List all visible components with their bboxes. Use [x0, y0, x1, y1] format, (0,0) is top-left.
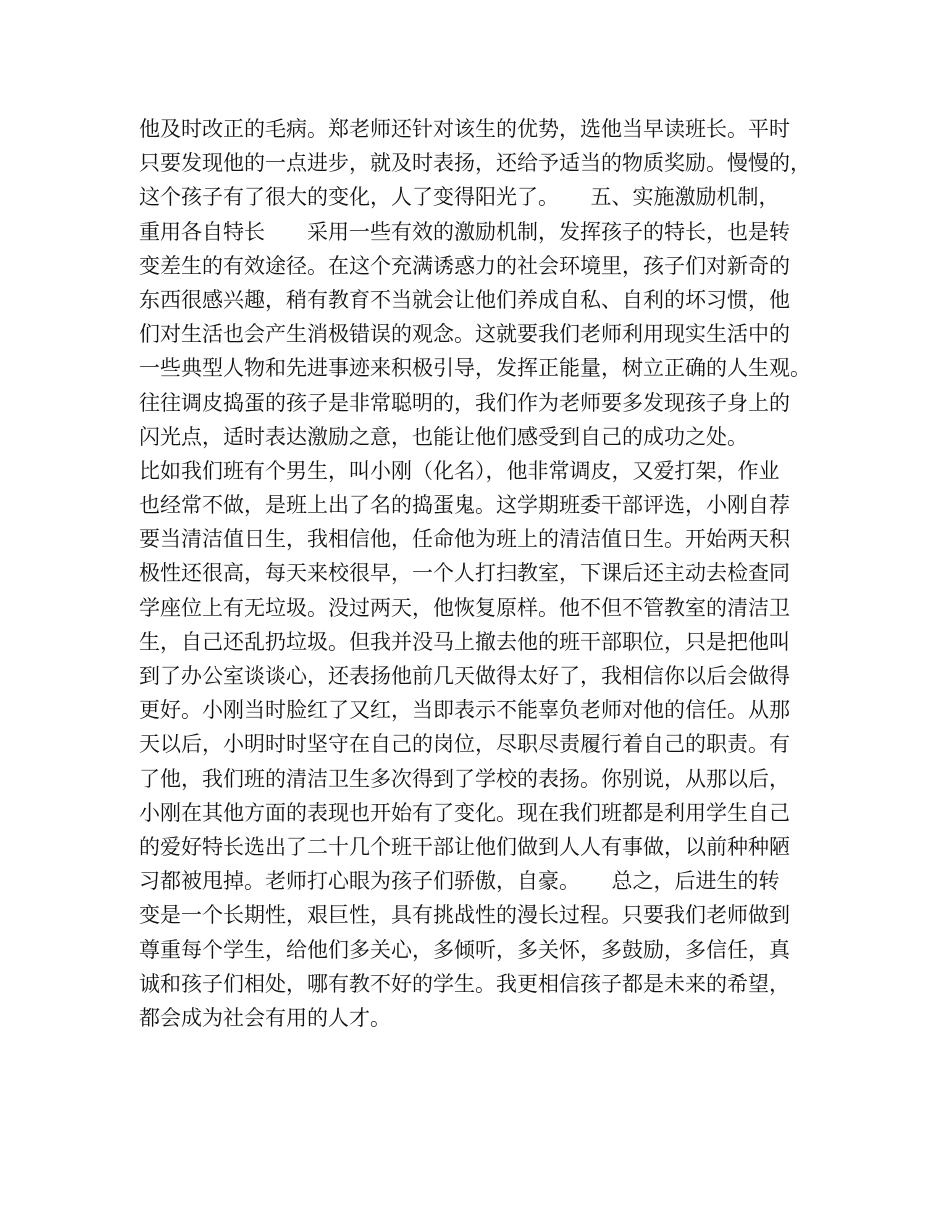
- text-line: 重用各自特长 采用一些有效的激励机制，发挥孩子的特长，也是转: [139, 219, 790, 244]
- text-line: 小刚在其他方面的表现也开始有了变化。现在我们班都是利用学生自己: [139, 800, 790, 825]
- body-text: [139, 112, 829, 1035]
- text-line: 变差生的有效途径。在这个充满诱惑力的社会环境里，孩子们对新奇的: [139, 253, 790, 278]
- text-line: 也经常不做，是班上出了名的捣蛋鬼。这学期班委干部评选，小刚自荐: [139, 493, 790, 518]
- text-line: 生，自己还乱扔垃圾。但我并没马上撤去他的班干部职位，只是把他叫: [139, 629, 790, 654]
- text-line: 往往调皮捣蛋的孩子是非常聪明的，我们作为老师要多发现孩子身上的: [139, 390, 790, 415]
- text-line: 比如我们班有个男生，叫小刚（化名），他非常调皮，又爱打架，作业: [139, 458, 780, 483]
- text-line: 了他，我们班的清洁卫生多次得到了学校的表扬。你别说，从那以后，: [139, 766, 790, 791]
- text-line: 诚和孩子们相处，哪有教不好的学生。我更相信孩子都是未来的希望，: [139, 971, 790, 996]
- text-line: 这个孩子有了很大的变化，人了变得阳光了。 五、实施激励机制，: [139, 185, 780, 210]
- text-line: 他及时改正的毛病。郑老师还针对该生的优势，选他当早读班长。平时: [139, 117, 790, 141]
- text-line: 都会成为社会有用的人才。: [139, 1005, 391, 1030]
- text-line: 闪光点，适时表达激励之意，也能让他们感受到自己的成功之处。: [139, 424, 748, 449]
- text-line: 习都被甩掉。老师打心眼为孩子们骄傲，自豪。 总之，后进生的转: [139, 869, 780, 894]
- text-line: 变是一个长期性，艰巨性，具有挑战性的漫长过程。只要我们老师做到: [139, 903, 790, 928]
- text-line: 要当清洁值日生，我相信他，任命他为班上的清洁值日生。开始两天积: [139, 527, 790, 552]
- text-line: 一些典型人物和先进事迹来积极引导，发挥正能量，树立正确的人生观。: [139, 356, 811, 381]
- text-line: 尊重每个学生，给他们多关心，多倾听，多关怀，多鼓励，多信任，真: [139, 937, 790, 962]
- text-line: 到了办公室谈谈心，还表扬他前几天做得太好了，我相信你以后会做得: [139, 664, 790, 688]
- text-line: 的爱好特长选出了二十几个班干部让他们做到人人有事做，以前种种陋: [139, 834, 790, 859]
- text-line: 更好。小刚当时脸红了又红，当即表示不能辜负老师对他的信任。从那: [139, 698, 790, 723]
- text-line: 们对生活也会产生消极错误的观念。这就要我们老师利用现实生活中的: [139, 322, 790, 347]
- text-line: 只要发现他的一点进步，就及时表扬，还给予适当的物质奖励。慢慢的，: [139, 151, 811, 176]
- text-line: 学座位上有无垃圾。没过两天，他恢复原样。他不但不管教室的清洁卫: [139, 595, 790, 620]
- text-line: 极性还很高，每天来校很早，一个人打扫教室，下课后还主动去检查同: [139, 561, 790, 586]
- text-line: 天以后，小明时时坚守在自己的岗位，尽职尽责履行着自己的职责。有: [139, 732, 790, 757]
- text-line: 东西很感兴趣，稍有教育不当就会让他们养成自私、自利的坏习惯，他: [139, 287, 790, 312]
